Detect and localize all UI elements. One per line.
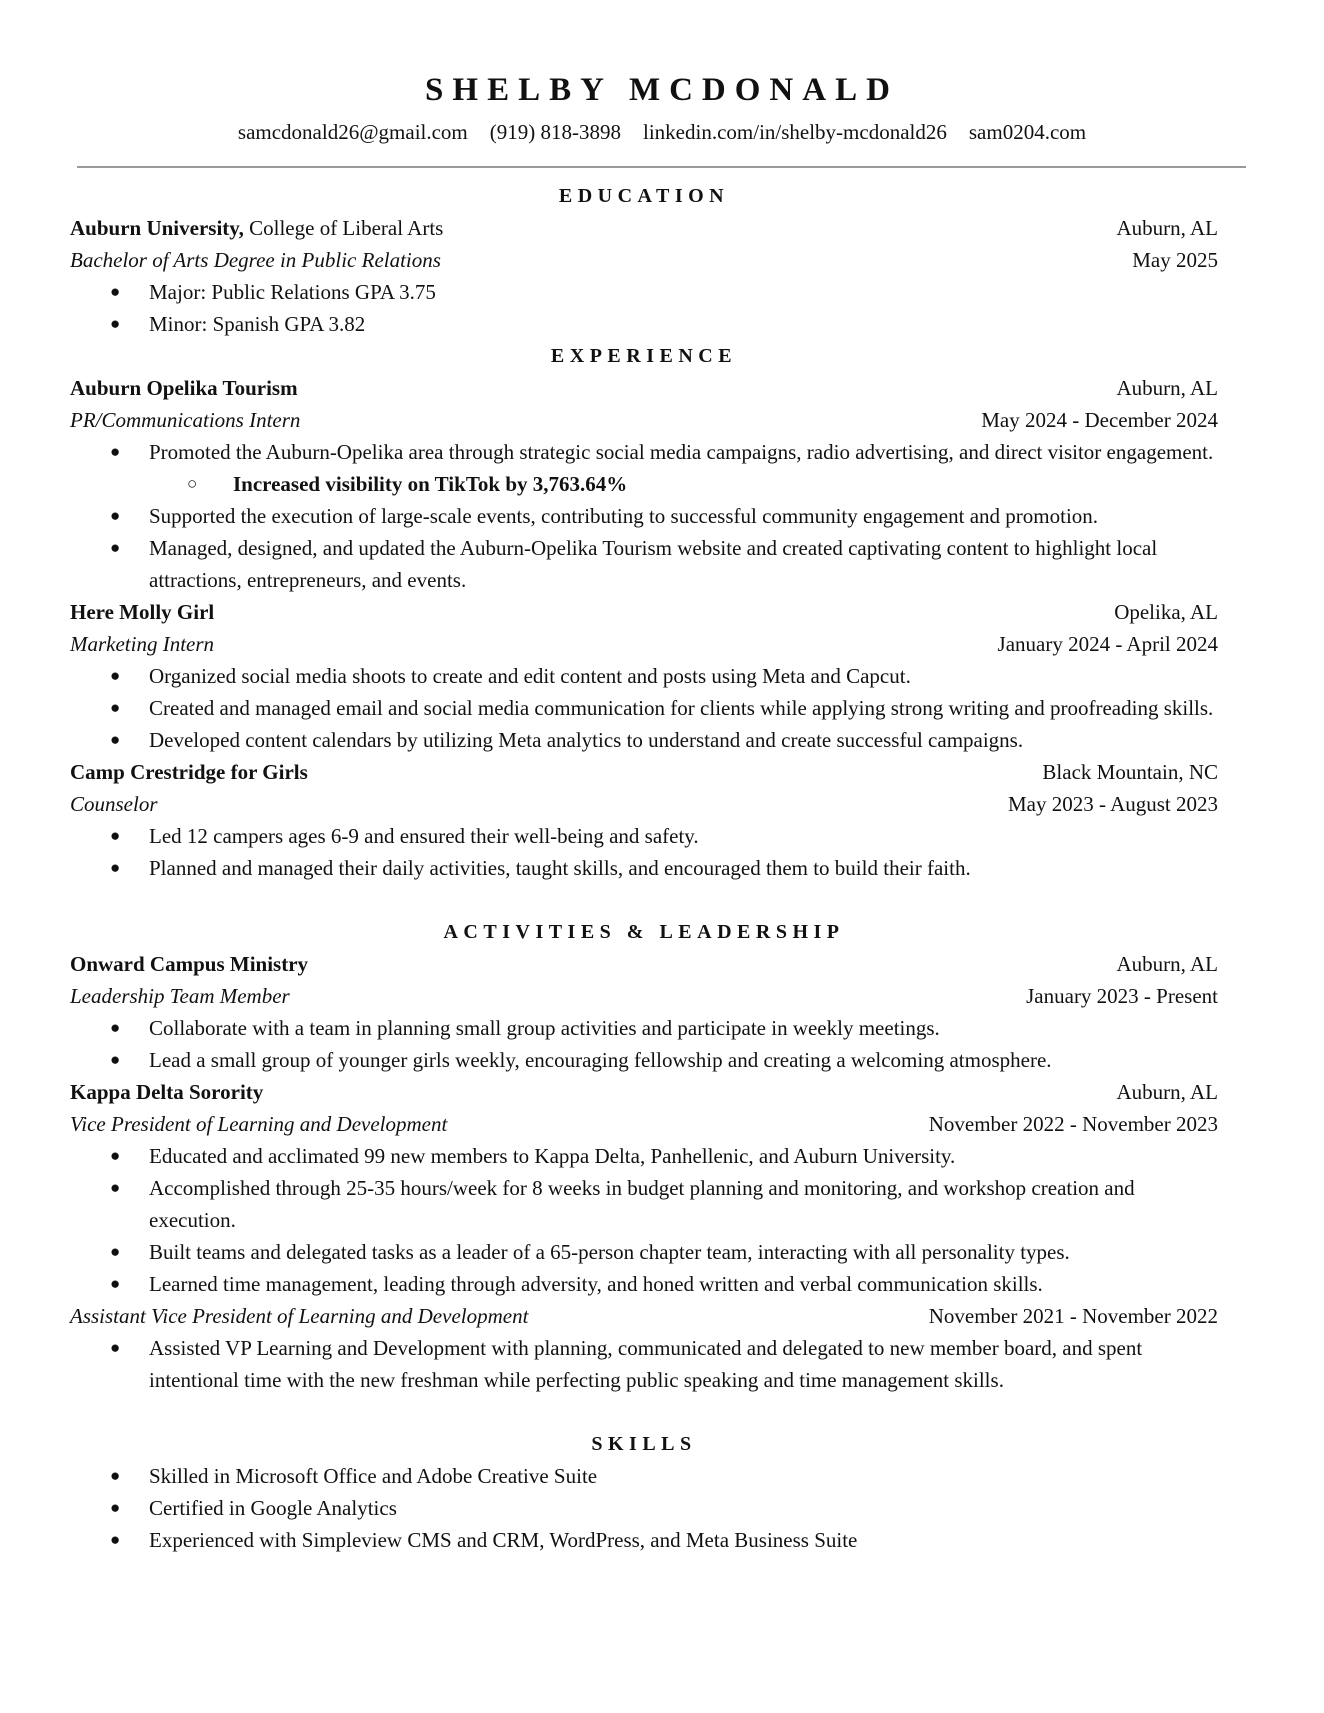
candidate-name: SHELBY MCDONALD xyxy=(425,72,899,108)
bullet-icon: ● xyxy=(110,730,121,749)
section-title: ACTIVITIES & LEADERSHIP xyxy=(443,921,845,943)
bullet-item xyxy=(70,500,1218,532)
role-dates: November 2022 - November 2023 xyxy=(928,1112,1218,1136)
location: Auburn, AL xyxy=(1116,952,1218,976)
website-link[interactable]: sam0204.com xyxy=(968,120,1087,144)
organization xyxy=(70,212,443,244)
organization xyxy=(70,948,308,980)
organization-name: Camp Crestridge for Girls xyxy=(70,760,308,784)
role-title: Vice President of Learning and Development xyxy=(70,1112,448,1136)
bullet-item xyxy=(70,1492,1218,1524)
section-title: EXPERIENCE xyxy=(550,345,738,367)
sub-bullet-item xyxy=(70,468,1218,500)
bullet-item xyxy=(70,852,1218,884)
section-title: EDUCATION xyxy=(558,185,730,207)
location: Auburn, AL xyxy=(1116,376,1218,400)
bullet-icon: ● xyxy=(110,1018,121,1037)
bullet-text: Collaborate with a team in planning small group activities and participate in weekly meetings. xyxy=(149,1016,940,1040)
role-dates: January 2024 - April 2024 xyxy=(997,632,1218,656)
organization xyxy=(70,1076,263,1108)
bullet-item xyxy=(70,1332,1218,1396)
bullet-item xyxy=(70,276,1218,308)
bullet-icon: ● xyxy=(110,1242,121,1261)
email-link[interactable]: samcdonald26@gmail.com xyxy=(237,120,468,144)
entry-header xyxy=(70,212,1218,244)
bullet-text: Skilled in Microsoft Office and Adobe Creative Suite xyxy=(149,1464,598,1488)
organization-name: Auburn Opelika Tourism xyxy=(70,376,298,400)
bullet-item xyxy=(70,1524,1218,1556)
location: Opelika, AL xyxy=(1114,600,1218,624)
bullet-text: Minor: Spanish GPA 3.82 xyxy=(149,312,366,336)
section-heading-experience xyxy=(70,340,1218,372)
organization-detail: College of Liberal Arts xyxy=(243,216,444,240)
bullet-item xyxy=(70,532,1218,596)
section-heading-skills xyxy=(70,1428,1218,1460)
bullet-icon: ● xyxy=(110,666,121,685)
bullet-icon: ● xyxy=(110,1498,121,1517)
entry-header xyxy=(70,756,1218,788)
organization-name: Auburn University, xyxy=(70,216,244,240)
role-title: Counselor xyxy=(70,792,158,816)
bullet-text: Organized social media shoots to create and edit content and posts using Meta and Capcut. xyxy=(149,664,911,688)
bullet-icon: ● xyxy=(110,314,121,333)
location: Auburn, AL xyxy=(1116,216,1218,240)
bullet-text: Learned time management, leading through adversity, and honed written and verbal communication skills. xyxy=(149,1272,1043,1296)
role-dates: January 2023 - Present xyxy=(1026,984,1218,1008)
role-header xyxy=(70,244,1218,276)
role-dates: May 2025 xyxy=(1132,248,1218,272)
role-header xyxy=(70,404,1218,436)
bullet-icon: ● xyxy=(110,1178,121,1197)
bullet-text: Lead a small group of younger girls weekly, encouraging fellowship and creating a welcoming atmosphere. xyxy=(149,1048,1052,1072)
organization-name: Here Molly Girl xyxy=(70,600,215,624)
organization xyxy=(70,596,214,628)
bullet-item xyxy=(70,1268,1218,1300)
bullet-item xyxy=(70,1460,1218,1492)
bullet-icon: ● xyxy=(110,1274,121,1293)
header-divider xyxy=(77,166,1246,168)
bullet-text: Supported the execution of large-scale events, contributing to successful community engagement and promotion. xyxy=(149,504,1099,528)
organization xyxy=(70,756,308,788)
bullet-icon: ● xyxy=(110,282,121,301)
bullet-text: Built teams and delegated tasks as a leader of a 65-person chapter team, interacting with all personality types. xyxy=(149,1240,1070,1264)
section-title: SKILLS xyxy=(591,1433,697,1455)
bullet-icon: ● xyxy=(110,538,121,557)
entry-header xyxy=(70,1076,1218,1108)
bullet-item xyxy=(70,1172,1218,1236)
section-heading-activities-leadership xyxy=(70,916,1218,948)
bullet-item xyxy=(70,308,1218,340)
bullet-text: Educated and acclimated 99 new members to Kappa Delta, Panhellenic, and Auburn University. xyxy=(149,1144,956,1168)
role-dates: May 2023 - August 2023 xyxy=(1008,792,1218,816)
role-title: PR/Communications Intern xyxy=(70,408,301,432)
organization xyxy=(70,372,298,404)
entry-header xyxy=(70,596,1218,628)
bullet-text: Promoted the Auburn-Opelika area through strategic social media campaigns, radio advertising, and direct visitor engagement. xyxy=(149,440,1214,464)
bullet-text: Planned and managed their daily activities, taught skills, and encouraged them to build their faith. xyxy=(149,856,971,880)
role-header xyxy=(70,628,1218,660)
section-heading-education xyxy=(70,180,1218,212)
linkedin-link[interactable]: linkedin.com/in/shelby-mcdonald26 xyxy=(643,120,947,144)
bullet-icon: ● xyxy=(110,826,121,845)
organization-name: Onward Campus Ministry xyxy=(70,952,309,976)
bullet-item xyxy=(70,1044,1218,1076)
resume-body xyxy=(70,180,1218,1556)
bullet-item xyxy=(70,660,1218,692)
bullet-text: Developed content calendars by utilizing Meta analytics to understand and create successful campaigns. xyxy=(149,728,1024,752)
role-title: Leadership Team Member xyxy=(70,984,290,1008)
bullet-text: Accomplished through 25-35 hours/week for 8 weeks in budget planning and monitoring, and workshop creation and execution. xyxy=(149,1176,1135,1232)
entry-header xyxy=(70,372,1218,404)
entry-header xyxy=(70,948,1218,980)
bullet-item xyxy=(70,1236,1218,1268)
role-title: Assistant Vice President of Learning and Development xyxy=(70,1304,529,1328)
bullet-item xyxy=(70,1140,1218,1172)
bullet-icon: ● xyxy=(110,1146,121,1165)
role-title: Marketing Intern xyxy=(70,632,215,656)
bullet-text: Certified in Google Analytics xyxy=(149,1496,397,1520)
bullet-text: Major: Public Relations GPA 3.75 xyxy=(149,280,436,304)
spacer xyxy=(70,1396,1218,1428)
bullet-text: Experienced with Simpleview CMS and CRM, WordPress, and Meta Business Suite xyxy=(149,1528,858,1552)
role-header xyxy=(70,980,1218,1012)
bullet-text: Led 12 campers ages 6-9 and ensured their well-being and safety. xyxy=(149,824,699,848)
bullet-icon: ● xyxy=(110,698,121,717)
role-title: Bachelor of Arts Degree in Public Relations xyxy=(70,248,441,272)
bullet-text: Assisted VP Learning and Development with planning, communicated and delegated to new member board, and spent intentional time with the new freshman while perfecting public speaking and time management skills. xyxy=(149,1336,1143,1392)
bullet-text: Created and managed email and social media communication for clients while applying strong writing and proofreading skills. xyxy=(149,696,1214,720)
bullet-item xyxy=(70,436,1218,468)
bullet-icon: ● xyxy=(110,1530,121,1549)
contact-info xyxy=(0,117,1324,147)
bullet-item xyxy=(70,724,1218,756)
bullet-icon: ● xyxy=(110,506,121,525)
bullet-text: Increased visibility on TikTok by 3,763.64% xyxy=(233,472,628,496)
role-header xyxy=(70,1108,1218,1140)
bullet-icon: ● xyxy=(110,442,121,461)
bullet-item xyxy=(70,1012,1218,1044)
bullet-item xyxy=(70,692,1218,724)
bullet-text: Managed, designed, and updated the Auburn-Opelika Tourism website and created captivating content to highlight local attractions, entrepreneurs, and events. xyxy=(149,536,1158,592)
location: Black Mountain, NC xyxy=(1042,760,1218,784)
hollow-bullet-icon: ○ xyxy=(187,474,198,493)
bullet-icon: ● xyxy=(110,858,121,877)
phone-number: (919) 818-3898 xyxy=(489,120,621,144)
bullet-icon: ● xyxy=(110,1050,121,1069)
bullet-icon: ● xyxy=(110,1338,121,1357)
spacer xyxy=(70,884,1218,916)
bullet-icon: ● xyxy=(110,1466,121,1485)
bullet-item xyxy=(70,820,1218,852)
location: Auburn, AL xyxy=(1116,1080,1218,1104)
role-header xyxy=(70,1300,1218,1332)
role-dates: May 2024 - December 2024 xyxy=(981,408,1218,432)
organization-name: Kappa Delta Sorority xyxy=(70,1080,264,1104)
role-header xyxy=(70,788,1218,820)
role-dates: November 2021 - November 2022 xyxy=(928,1304,1218,1328)
